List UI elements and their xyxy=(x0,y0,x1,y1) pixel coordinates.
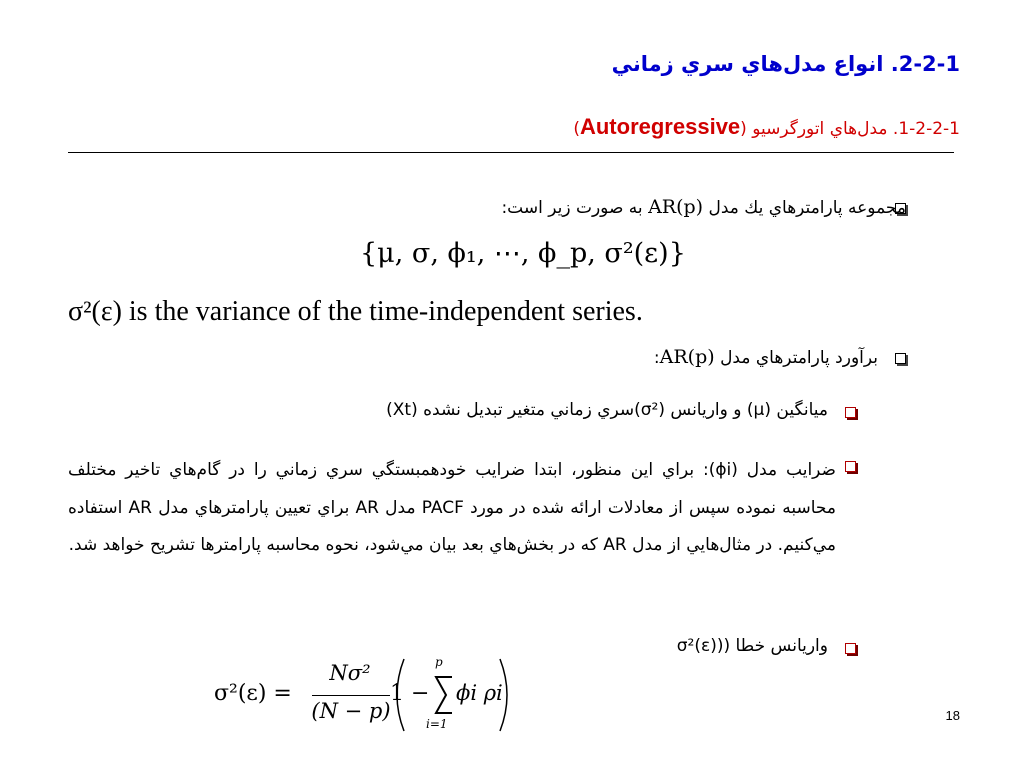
bullet-parameter-estimation xyxy=(654,346,878,368)
red-square-bullet-icon xyxy=(845,643,856,654)
coefficients-lead: ضرايب مدل (ϕi) xyxy=(708,460,836,480)
formula-term: ϕi ρi xyxy=(456,681,503,705)
formula-one-minus: 1 − xyxy=(390,681,430,706)
formula-lhs: σ²(ε) = xyxy=(214,681,292,706)
sub-bullet-error-variance: واريانس خطا ((σ²(ε) xyxy=(676,636,828,656)
sub-bullet-mean-variance: ميانگين (μ) و واريانس (σ²)سري زماني متغير تبديل نشده (Xt) xyxy=(386,400,828,420)
formula-denominator: (N − p) xyxy=(311,699,391,723)
bullet1-text-before: مجموعه پارامترهاي يك مدل xyxy=(703,198,906,218)
title-divider xyxy=(68,152,954,153)
subsection-suffix: ) xyxy=(573,119,580,139)
sum-upper-limit: p xyxy=(435,655,443,669)
bullet2-colon: : xyxy=(653,348,660,368)
coefficients-paragraph xyxy=(68,452,836,565)
bullet1-text-after: به صورت زير است: xyxy=(501,198,649,218)
parameter-set-formula: {μ, σ, ϕ₁, ⋯, ϕ_p, σ²(ε)} xyxy=(360,238,686,269)
square-bullet-icon xyxy=(895,203,906,214)
coefficients-text: : براي اين منظور، ابتدا ضرايب خودهمبستگي سري زماني را در گام‌هاي تاخير مختلف محاسبه نموده سپس از معادلات ارائه شده در مورد PACF مدل AR براي تعيين پارامترهاي مدل AR استفاده مي‌كنيم. در مثال‌هايي از مدل AR كه در بخش‌هاي بعد بيان مي‌شود، نحوه محاسبه پارامترها تشريح خواهد شد. xyxy=(68,460,836,555)
red-square-bullet-icon xyxy=(845,407,856,418)
square-bullet-icon xyxy=(895,353,906,364)
bullet1-model: AR(p) xyxy=(648,196,704,218)
error-variance-formula xyxy=(214,655,514,735)
page-number: 18 xyxy=(945,708,960,723)
sum-lower-limit: i=1 xyxy=(426,717,448,731)
subsection-english: Autoregressive xyxy=(579,114,741,139)
variance-text: is the variance of the time-independent series. xyxy=(128,296,643,327)
red-square-bullet-icon xyxy=(845,461,856,472)
subsection-title xyxy=(573,114,960,140)
bullet2-model: AR(p) xyxy=(659,346,715,368)
formula-numerator: Nσ² xyxy=(329,661,371,685)
bullet2-text: برآورد پارامترهاي مدل xyxy=(714,348,878,368)
variance-symbol: σ²(ε) xyxy=(68,296,122,327)
variance-note xyxy=(68,296,643,328)
subsection-prefix: 1-2-2-1. مدل‌هاي اتورگرسيو ( xyxy=(740,119,960,139)
section-title: 2-2-1. انواع مدل‌هاي سري زماني xyxy=(611,52,960,76)
bullet-parameters-set xyxy=(501,196,906,218)
